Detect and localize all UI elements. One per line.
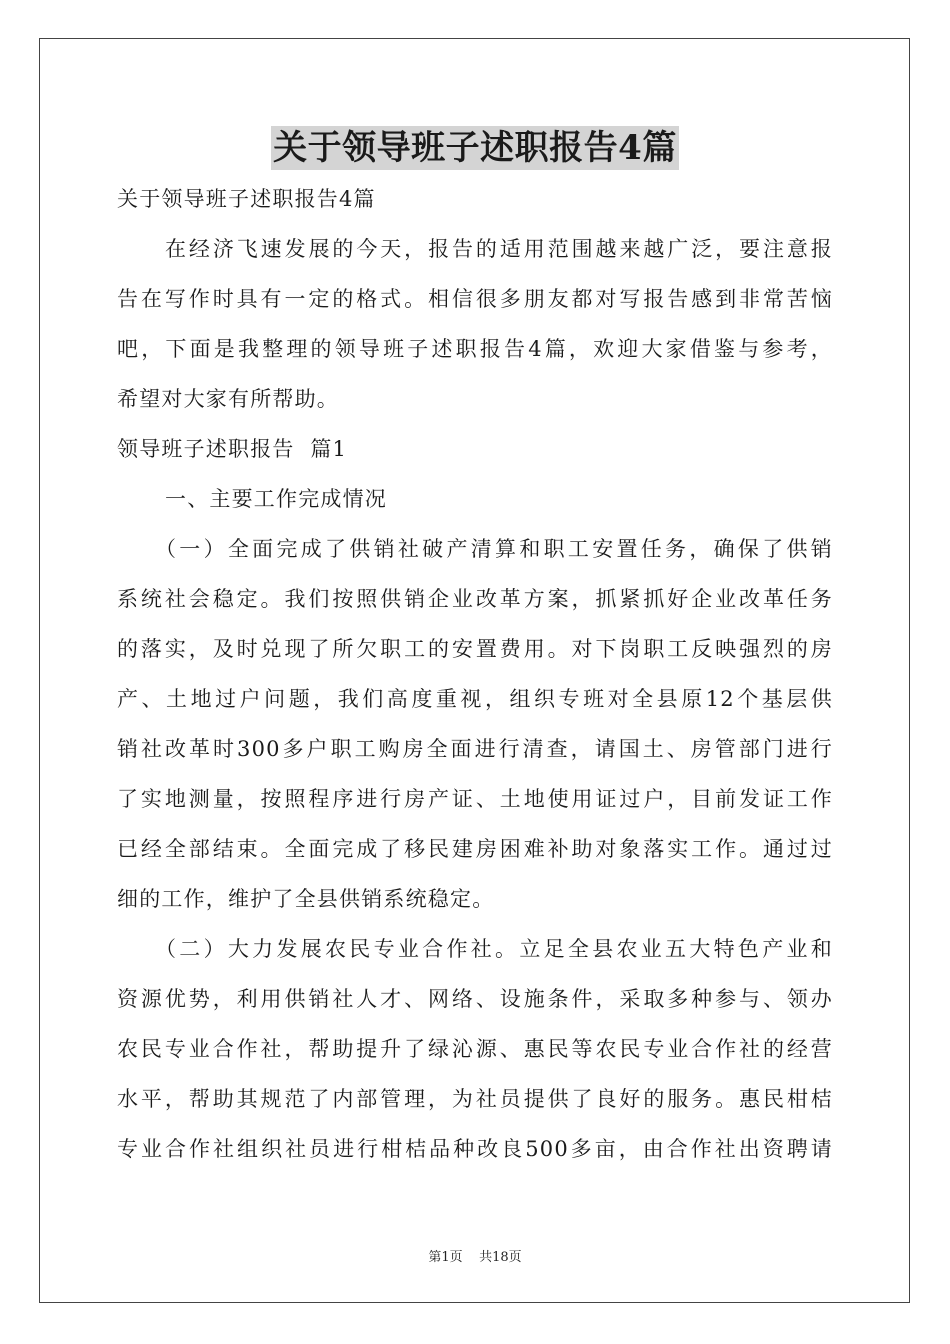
- document-title: 关于领导班子述职报告4篇: [273, 128, 677, 168]
- paragraph-line: 销社改革时300多户职工购房全面进行清查，请国土、房管部门进行: [117, 737, 833, 761]
- paragraph-line: （一）全面完成了供销社破产清算和职工安置任务，确保了供销: [155, 537, 833, 561]
- document-body: [117, 174, 833, 1174]
- title-container: [0, 126, 950, 170]
- page-total: 共18页: [479, 1250, 522, 1265]
- paragraph-line: 资源优势，利用供销社人才、网络、设施条件，采取多种参与、领办: [117, 987, 833, 1011]
- paragraph-line: 专业合作社组织社员进行柑桔品种改良500多亩，由合作社出资聘请: [117, 1137, 833, 1161]
- intro-line: 在经济飞速发展的今天，报告的适用范围越来越广泛，要注意报: [165, 237, 833, 261]
- paragraph-line: 产、土地过户问题，我们高度重视，组织专班对全县原12个基层供: [117, 687, 833, 711]
- paragraph-line: 的落实，及时兑现了所欠职工的安置费用。对下岗职工反映强烈的房: [117, 637, 833, 661]
- paragraph-line: 了实地测量，按照程序进行房产证、土地使用证过户，目前发证工作: [117, 787, 833, 811]
- paragraph-line: 系统社会稳定。我们按照供销企业改革方案，抓紧抓好企业改革任务: [117, 587, 833, 611]
- intro-line: 吧，下面是我整理的领导班子述职报告4篇，欢迎大家借鉴与参考，: [117, 337, 833, 361]
- page-footer: [0, 1246, 950, 1265]
- paragraph-line: 已经全部结束。全面完成了移民建房困难补助对象落实工作。通过过: [117, 837, 833, 861]
- intro-line: 希望对大家有所帮助。: [117, 387, 339, 411]
- paragraph-line: 细的工作，维护了全县供销系统稳定。: [117, 887, 495, 911]
- intro-line: 告在写作时具有一定的格式。相信很多朋友都对写报告感到非常苦恼: [117, 287, 833, 311]
- paragraph-line: 农民专业合作社，帮助提升了绿沁源、惠民等农民专业合作社的经营: [117, 1037, 833, 1061]
- section-heading: 领导班子述职报告 篇1: [117, 437, 348, 461]
- page-number: 第1页: [428, 1250, 463, 1265]
- sub-heading: 一、主要工作完成情况: [165, 487, 387, 511]
- document-subtitle: 关于领导班子述职报告4篇: [117, 187, 376, 211]
- paragraph-line: 水平，帮助其规范了内部管理，为社员提供了良好的服务。惠民柑桔: [117, 1087, 833, 1111]
- paragraph-line: （二）大力发展农民专业合作社。立足全县农业五大特色产业和: [155, 937, 833, 961]
